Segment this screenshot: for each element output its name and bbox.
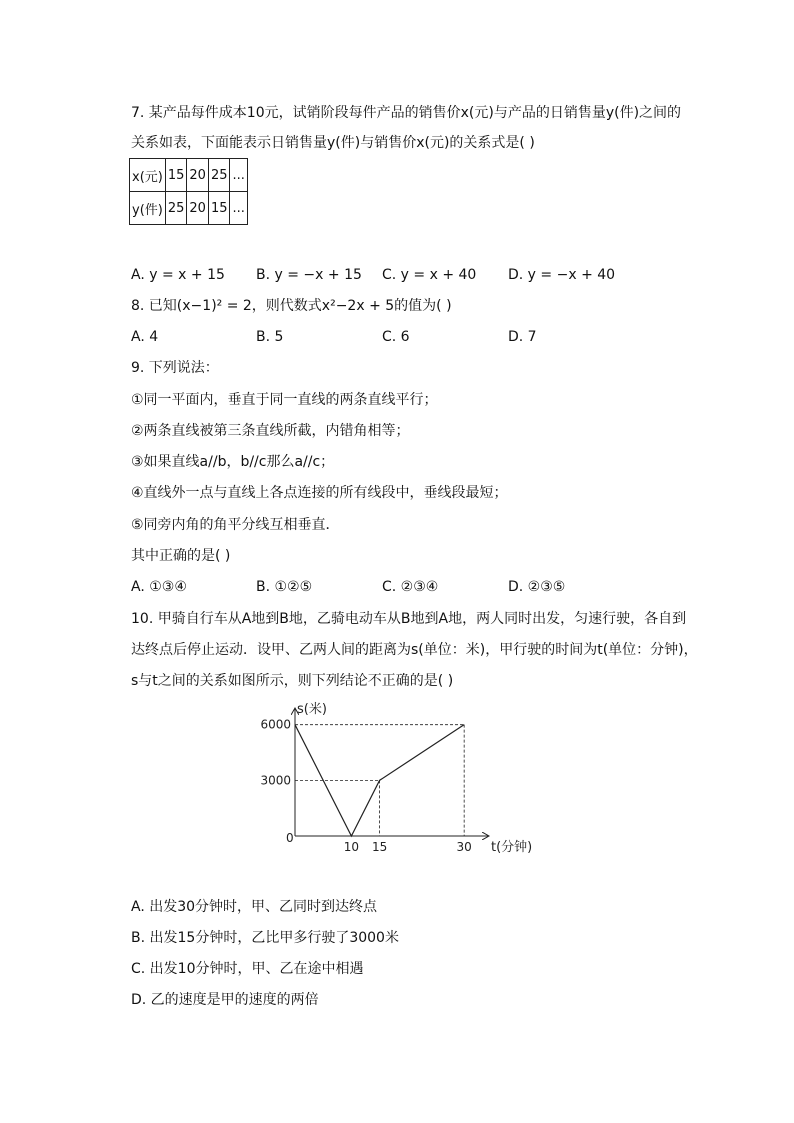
q8-stem: 8. 已知(x−1)² = 2，则代数式x²−2x + 5的值为( ) — [131, 298, 452, 314]
q8-option-d[interactable]: D. 7 — [508, 329, 537, 345]
q8-option-c[interactable]: C. 6 — [382, 329, 410, 345]
origin-label: 0 — [286, 831, 294, 845]
q10-stem-line-1: 10. 甲骑自行车从A地到B地，乙骑电动车从B地到A地，两人同时出发，匀速行驶，各自到 — [131, 611, 687, 627]
q7-option-b[interactable]: B. y = −x + 15 — [256, 267, 362, 283]
q10-option-a[interactable]: A. 出发30分钟时，甲、乙同时到达终点 — [131, 899, 378, 915]
q7-stem-line-1: 7. 某产品每件成本10元，试销阶段每件产品的销售价x(元)与产品的日销售量y(件)之间的 — [131, 105, 682, 121]
q8-option-b[interactable]: B. 5 — [256, 329, 284, 345]
q9-option-d[interactable]: D. ②③⑤ — [508, 579, 566, 595]
table-cell: 25 — [208, 159, 230, 192]
q8-option-a[interactable]: A. 4 — [131, 329, 159, 345]
table-cell: 25 — [165, 192, 187, 225]
table-cell: 15 — [208, 192, 230, 225]
q10-option-c[interactable]: C. 出发10分钟时，甲、乙在途中相遇 — [131, 961, 364, 977]
q9-statement-5: ⑤同旁内角的角平分线互相垂直． — [131, 517, 340, 533]
x-tick-label: 10 — [343, 840, 360, 854]
q9-option-c[interactable]: C. ②③④ — [382, 579, 439, 595]
q9-statement-2: ②两条直线被第三条直线所截，内错角相等； — [131, 423, 410, 439]
q9-stem: 9. 下列说法： — [131, 360, 219, 376]
table-cell: ... — [230, 159, 247, 192]
x-axis-label: t(分钟) — [491, 840, 533, 855]
q10-stem-line-2: 达终点后停止运动．设甲、乙两人间的距离为s(单位：米)，甲行驶的时间为t(单位：分钟)， — [131, 642, 698, 658]
y-tick-label: 3000 — [260, 773, 291, 788]
table-cell: ... — [230, 192, 247, 225]
table-cell: x(元) — [130, 159, 166, 192]
table-cell: y(件) — [130, 192, 166, 225]
q10-option-b[interactable]: B. 出发15分钟时，乙比甲多行驶了3000米 — [131, 930, 399, 946]
x-tick-label: 30 — [456, 840, 472, 854]
q7-stem-line-2: 关系如表，下面能表示日销售量y(件)与销售价x(元)的关系式是( ) — [131, 135, 535, 151]
q7-option-c[interactable]: C. y = x + 40 — [382, 267, 477, 283]
table-cell: 20 — [187, 192, 209, 225]
q10-distance-time-graph — [250, 695, 550, 865]
q9-option-b[interactable]: B. ①②⑤ — [256, 579, 313, 595]
q7-option-d[interactable]: D. y = −x + 40 — [508, 267, 616, 283]
q10-stem-line-3: s与t之间的关系如图所示，则下列结论不正确的是( ) — [131, 673, 454, 689]
q7-option-a[interactable]: A. y = x + 15 — [131, 267, 225, 283]
table-row — [130, 159, 248, 192]
x-tick-label: 15 — [371, 840, 388, 854]
q7-table — [129, 158, 248, 225]
table-cell: 15 — [165, 159, 187, 192]
q9-statement-1: ①同一平面内，垂直于同一直线的两条直线平行； — [131, 392, 438, 408]
y-tick-label: 6000 — [260, 717, 291, 732]
q9-statement-4: ④直线外一点与直线上各点连接的所有线段中，垂线段最短； — [131, 485, 508, 501]
q9-option-a[interactable]: A. ①③④ — [131, 579, 187, 595]
q9-statement-3: ③如果直线a//b，b//c那么a//c； — [131, 454, 335, 470]
table-cell: 20 — [187, 159, 209, 192]
q9-prompt: 其中正确的是( ) — [131, 548, 231, 564]
y-axis-label: s(米) — [297, 702, 327, 717]
table-row — [130, 192, 248, 225]
q10-option-d[interactable]: D. 乙的速度是甲的速度的两倍 — [131, 992, 319, 1008]
